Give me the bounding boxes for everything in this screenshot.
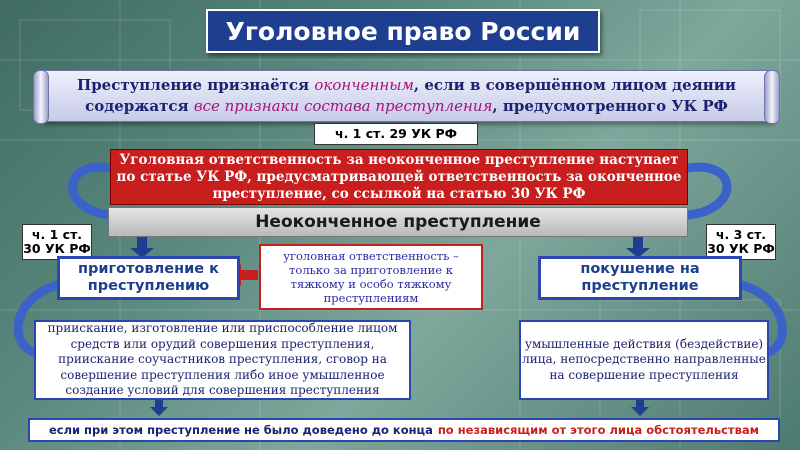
reference-art29: ч. 1 ст. 29 УК РФ (314, 123, 478, 145)
preparation-liability-note: уголовная ответственность – только за приготовление к тяжкому и особо тяжкому преступлениям (259, 244, 483, 310)
page-title: Уголовное право России (206, 9, 600, 53)
definition-emphasis-finished: оконченным (314, 76, 414, 94)
definition-text (59, 75, 754, 117)
attempt-description: умышленные действия (бездействие) лица, непосредственно направленные на совершение преступления (519, 320, 769, 400)
bottom-condition-highlight: по независящим от этого лица обстоятельствам (437, 423, 760, 437)
preparation-description: приискание, изготовление или приспособление лицом средств или орудий совершения преступления, приискание соучастников преступления, сговор на совершение преступления либо иное умышленное создание условий для совершения преступления (34, 320, 411, 400)
down-arrow-bottom-right (631, 407, 649, 416)
scroll-left-curl (33, 70, 49, 124)
reference-art30-part3: ч. 3 ст. 30 УК РФ (706, 224, 776, 260)
liability-note: Уголовная ответственность за неоконченное преступление наступает по статье УК РФ, предусматривающей ответственность за оконченное преступление, со ссылкой на статью 30 УК РФ (110, 149, 688, 205)
definition-emphasis-elements: все признаки состава преступления (193, 97, 493, 115)
definition-part2: , если в совершённом лицом деянии содержатся (85, 76, 736, 115)
scroll-right-curl (764, 70, 780, 124)
bottom-condition (28, 418, 780, 442)
definition-scroll (40, 70, 773, 122)
preparation-box: приготовление к преступлению (57, 256, 240, 300)
bottom-condition-text: если при этом преступление не было доведено до конца (48, 423, 433, 437)
right-swoosh-arrow (688, 167, 727, 215)
definition-part3: , предусмотренного УК РФ (492, 97, 728, 115)
unfinished-crime-heading: Неоконченное преступление (108, 207, 688, 237)
left-swoosh-arrow (73, 167, 111, 215)
attempt-box: покушение на преступление (538, 256, 742, 300)
reference-art30-part1: ч. 1 ст. 30 УК РФ (22, 224, 92, 260)
definition-part1: Преступление признаётся (77, 76, 315, 94)
down-arrow-bottom-left (150, 407, 168, 416)
